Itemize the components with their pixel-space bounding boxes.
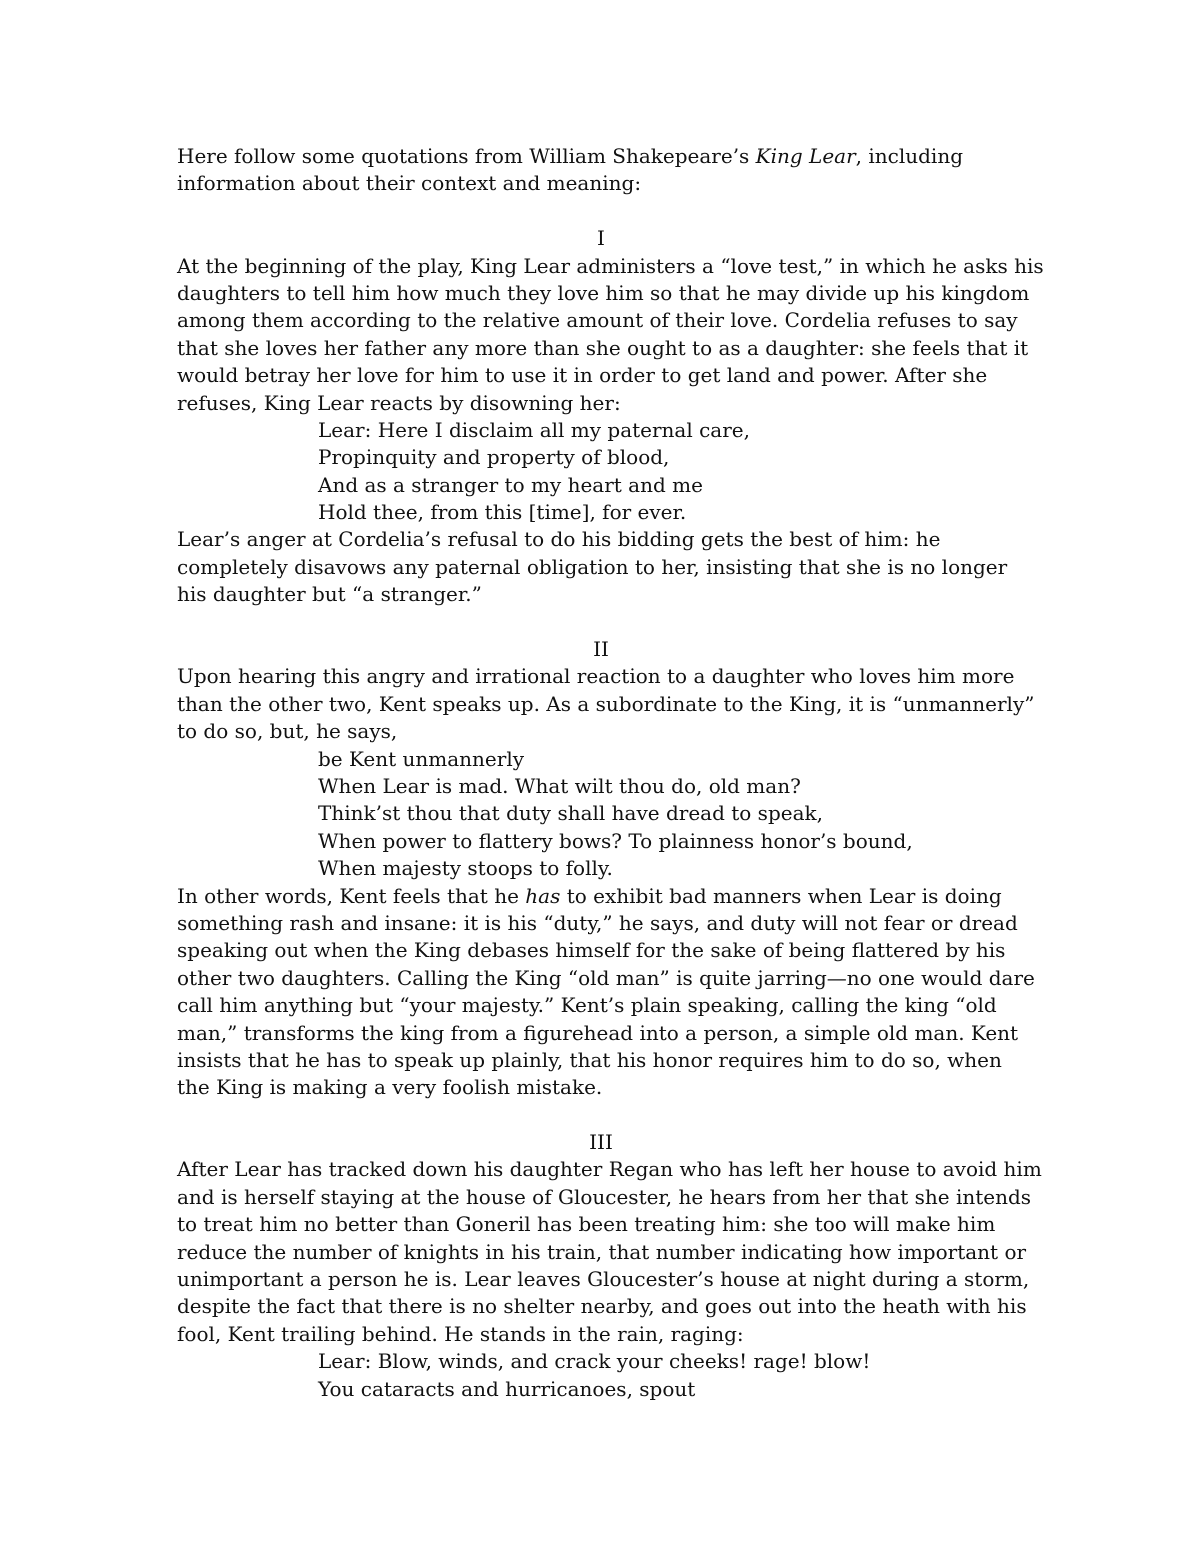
paragraph-line: and is herself staying at the house of Gloucester, he hears from her that she intends <box>177 1184 1032 1209</box>
paragraph-line: to do so, but, he says, <box>177 719 398 744</box>
emphasis-text: has <box>525 883 561 908</box>
quote-line: And as a stranger to my heart and me <box>318 472 703 497</box>
paragraph-line: man,” transforms the king from a figurehead into a person, a simple old man. Kent <box>177 1020 1019 1045</box>
paragraph-line: refuses, King Lear reacts by disowning her: <box>177 390 621 415</box>
paragraph-line: fool, Kent trailing behind. He stands in the rain, raging: <box>177 1321 744 1346</box>
paragraph-line: speaking out when the King debases himself for the sake of being flattered by his <box>177 938 1006 963</box>
paragraph-line: to treat him no better than Goneril has been treating him: she too will make him <box>177 1212 996 1237</box>
quote-line: You cataracts and hurricanoes, spout <box>318 1376 696 1401</box>
quote-line: be Kent unmannerly <box>318 746 525 771</box>
paragraph-text: to exhibit bad manners when Lear is doing <box>560 883 1002 908</box>
paragraph-line <box>177 883 1037 910</box>
play-title: King Lear <box>755 144 856 168</box>
section-numeral: II <box>593 637 609 662</box>
quote-line: When Lear is mad. What wilt thou do, old man? <box>318 773 801 798</box>
paragraph-line: that she loves her father any more than she ought to as a daughter: she feels that it <box>177 335 1029 360</box>
intro-line: information about their context and meaning: <box>177 171 642 196</box>
document-body <box>177 143 1044 1403</box>
quote-line: Think’st thou that duty shall have dread to speak, <box>318 801 823 826</box>
paragraph-line: the King is making a very foolish mistake. <box>177 1075 603 1100</box>
paragraph-line: than the other two, Kent speaks up. As a subordinate to the King, it is “unmannerly” <box>177 691 1035 716</box>
paragraph-line: completely disavows any paternal obligation to her, insisting that she is no longer <box>177 554 1008 579</box>
paragraph-line: his daughter but “a stranger.” <box>177 582 482 607</box>
paragraph-line: unimportant a person he is. Lear leaves Gloucester’s house at night during a storm, <box>177 1267 1030 1292</box>
paragraph-line: At the beginning of the play, King Lear administers a “love test,” in which he asks his <box>177 253 1044 278</box>
quote-line: Lear: Blow, winds, and crack your cheeks! rage! blow! <box>318 1349 871 1374</box>
paragraph-line: other two daughters. Calling the King “old man” is quite jarring—no one would dare <box>177 965 1035 990</box>
section-numeral: III <box>589 1130 613 1155</box>
quote-line: Hold thee, from this [time], for ever. <box>318 500 687 525</box>
paragraph-text: In other words, Kent feels that he <box>177 883 526 908</box>
paragraph-line: among them according to the relative amount of their love. Cordelia refuses to say <box>177 308 1018 333</box>
intro-text: Here follow some quotations from William Shakepeare’s <box>177 144 756 168</box>
paragraph-line: call him anything but “your majesty.” Kent’s plain speaking, calling the king “old <box>177 993 997 1018</box>
spacer <box>177 1102 1037 1129</box>
paragraph-line: despite the fact that there is no shelter nearby, and goes out into the heath with his <box>177 1294 1027 1319</box>
quote-line: When power to flattery bows? To plainness honor’s bound, <box>318 828 913 853</box>
intro-line <box>177 143 1037 170</box>
quote-line: When majesty stoops to folly. <box>318 856 613 881</box>
paragraph-line: Upon hearing this angry and irrational reaction to a daughter who loves him more <box>177 664 1015 689</box>
paragraph-line: Lear’s anger at Cordelia’s refusal to do his bidding gets the best of him: he <box>177 527 941 552</box>
quote-line: Propinquity and property of blood, <box>318 445 670 470</box>
section-numeral: I <box>597 226 605 251</box>
paragraph-line: daughters to tell him how much they love him so that he may divide up his kingdom <box>177 280 1030 305</box>
quote-line: Lear: Here I disclaim all my paternal care, <box>318 417 750 442</box>
paragraph-line: would betray her love for him to use it in order to get land and power. After she <box>177 363 988 388</box>
spacer <box>177 609 1037 636</box>
paragraph-line: insists that he has to speak up plainly, that his honor requires him to do so, when <box>177 1047 1002 1072</box>
intro-text: , including <box>855 144 964 168</box>
paragraph-line: After Lear has tracked down his daughter Regan who has left her house to avoid him <box>177 1157 1042 1182</box>
paragraph-line: something rash and insane: it is his “duty,” he says, and duty will not fear or dread <box>177 910 1018 935</box>
paragraph-line: reduce the number of knights in his train, that number indicating how important or <box>177 1239 1027 1264</box>
spacer <box>177 198 1037 225</box>
